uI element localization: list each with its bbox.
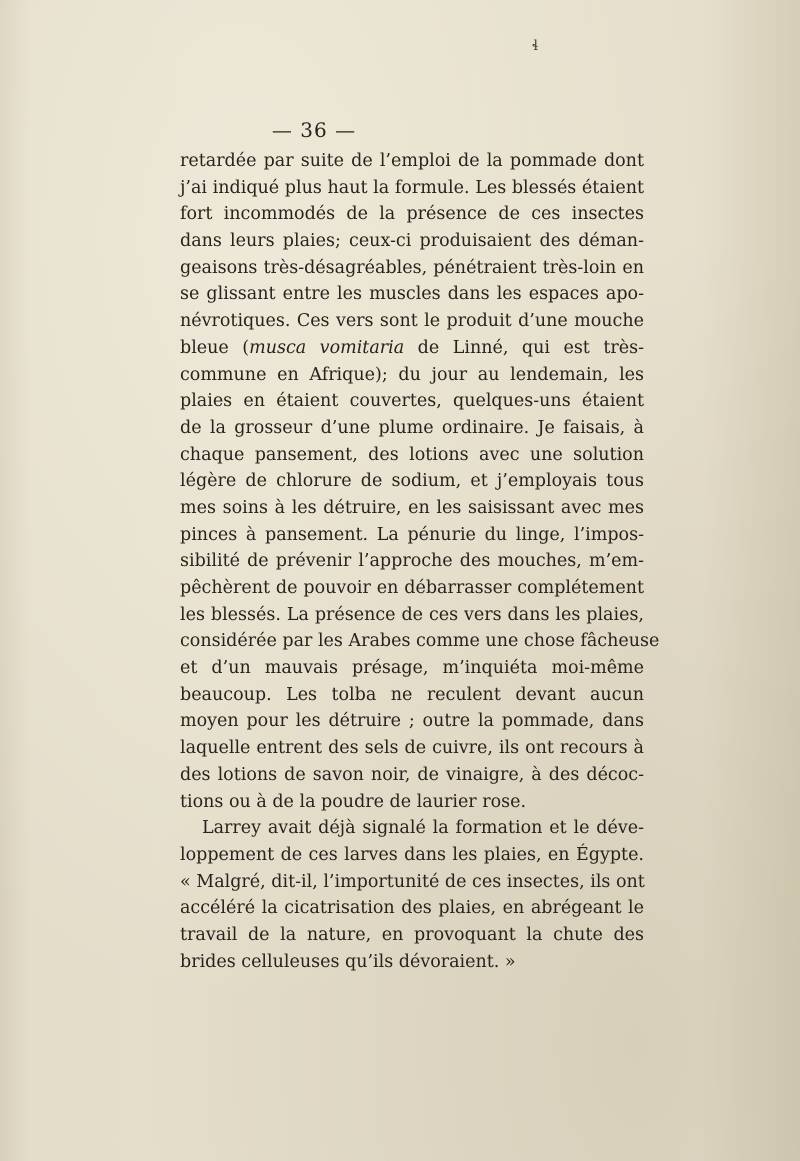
text-line: laquelle entrent des sels de cuivre, ils ont recours à <box>180 738 644 759</box>
text-line: se glissant entre les muscles dans les espaces apo- <box>180 284 644 305</box>
text-line: geaisons très-désagréables, pénétraient très-loin en <box>180 257 644 278</box>
text-line: des lotions de savon noir, de vinaigre, à des décoc- <box>180 764 644 785</box>
text-segment: bleue ( <box>180 337 250 358</box>
text-line: moyen pour les détruire ; outre la pommade, dans <box>180 711 644 732</box>
text-line: tions ou à de la poudre de laurier rose. <box>180 791 527 812</box>
text-line: mes soins à les détruire, en les saisissant avec mes <box>180 497 644 518</box>
text-line: considérée par les Arabes comme une chose fâcheuse <box>180 631 660 652</box>
text-line: fort incommodés de la présence de ces insectes <box>180 204 644 225</box>
text-line: accéléré la cicatrisation des plaies, en abrégeant le <box>180 898 644 919</box>
text-line: légère de chlorure de sodium, et j’employais tous <box>180 471 644 492</box>
body-text <box>180 148 660 975</box>
text-line: les blessés. La présence de ces vers dans les plaies, <box>180 604 644 625</box>
text-line: et d’un mauvais présage, m’inquiéta moi-même <box>180 658 644 679</box>
text-line: retardée par suite de l’emploi de la pommade dont <box>180 151 644 171</box>
text-line: loppement de ces larves dans les plaies, en Égypte. <box>180 844 644 865</box>
text-line: pinces à pansement. La pénurie du linge, l’impos- <box>180 524 644 545</box>
text-line: dans leurs plaies; ceux-ci produisaient des déman- <box>180 231 644 252</box>
page-number: — 36 — <box>271 118 357 142</box>
species-name-italic: musca vomitaria <box>249 337 405 358</box>
text-line: sibilité de prévenir l’approche des mouches, m’em- <box>180 551 644 572</box>
text-line: commune en Afrique); du jour au lendemain, les <box>180 364 644 385</box>
text-line: chaque pansement, des lotions avec une solution <box>180 444 644 465</box>
text-line: « Malgré, dit-il, l’importunité de ces insectes, ils ont <box>180 871 645 892</box>
text-line: j’ai indiqué plus haut la formule. Les blessés étaient <box>180 177 644 198</box>
text-line: brides celluleuses qu’ils dévoraient. » <box>180 951 516 972</box>
text-line: plaies en étaient couvertes, quelques-uns étaient <box>180 391 644 412</box>
text-line: de la grosseur d’une plume ordinaire. Je faisais, à <box>180 417 644 438</box>
text-segment: de Linné, qui est très- <box>404 337 644 358</box>
text-line: pêchèrent de pouvoir en débarrasser complétement <box>180 578 644 598</box>
text-line: beaucoup. Les tolba ne reculent devant aucun <box>180 684 644 705</box>
text-line: Larrey avait déjà signalé la formation et le déve- <box>202 818 644 839</box>
text-line: travail de la nature, en provoquant la chute des <box>180 924 644 945</box>
text-line: névrotiques. Ces vers sont le produit d’une mouche <box>180 311 644 332</box>
corner-ink-mark: ɬ <box>532 38 539 54</box>
text-line-with-italic <box>180 335 644 362</box>
